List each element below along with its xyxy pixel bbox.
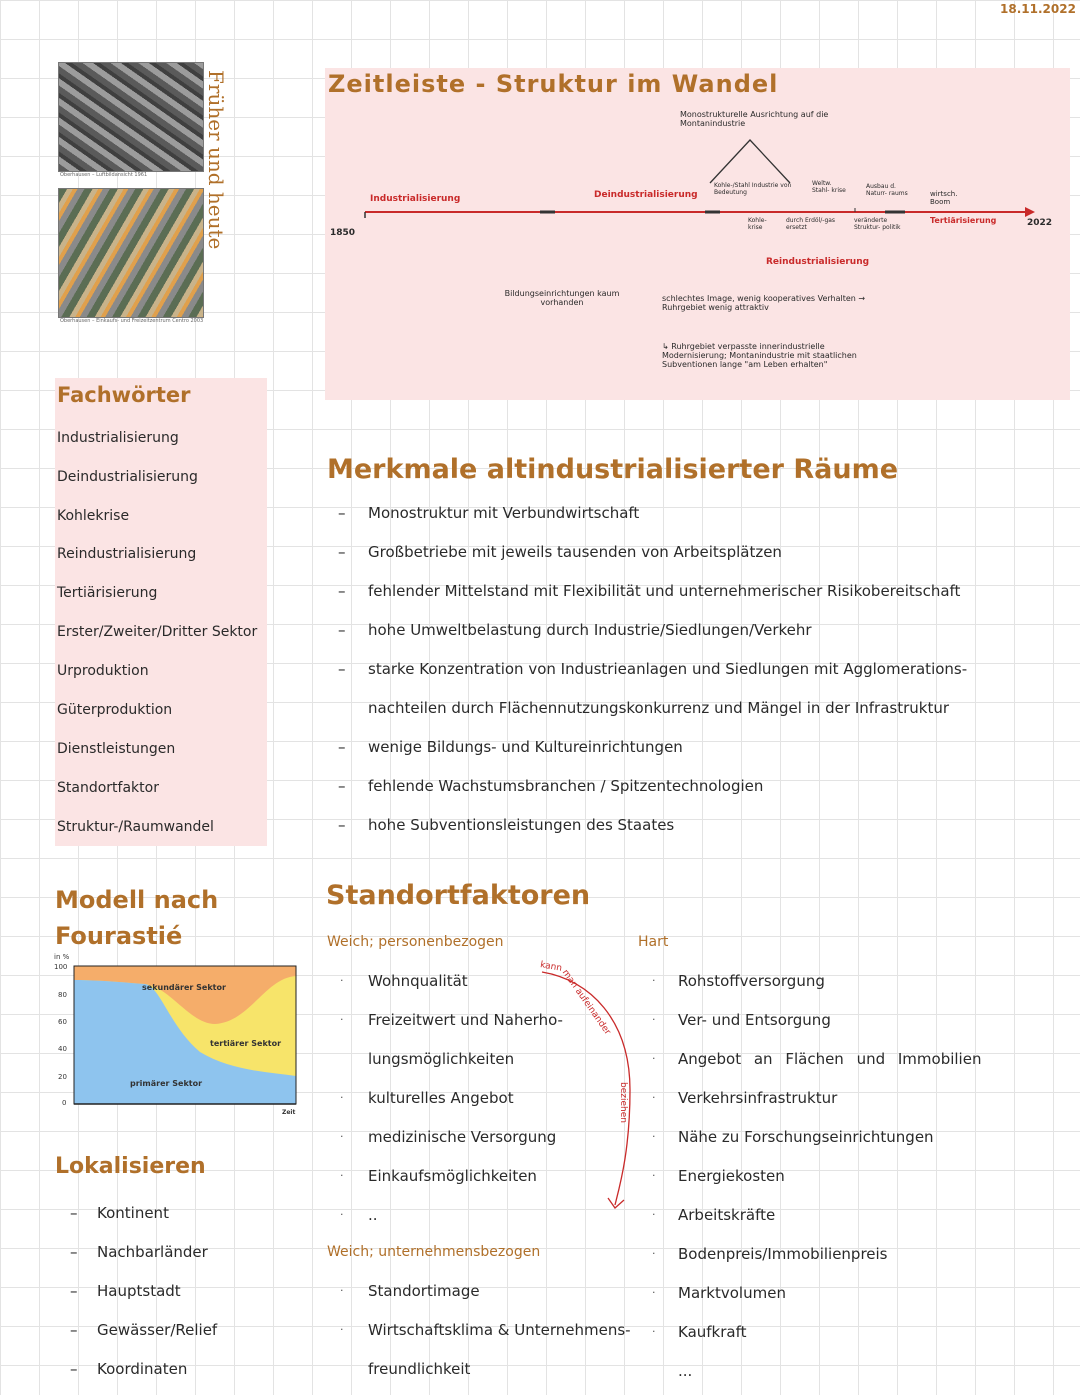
merkmale-title: Merkmale altindustrialisierter Räume [327, 454, 899, 485]
unternehmen-item-continued: freundlichkeit [368, 1360, 471, 1378]
fachwort-item: Industrialisierung [57, 430, 179, 446]
fachwort-item: Erster/Zweiter/Dritter Sektor [57, 624, 258, 640]
hart-item: · Ver- und Entsorgung [652, 1011, 831, 1029]
photos-vertical-title: Früher und heute [204, 70, 228, 250]
timeline-ausbau: Ausbau d. Naturr- raums [866, 183, 908, 197]
y-tick-80: 80 [58, 991, 67, 999]
photo-group [58, 62, 204, 324]
fourastie-title: Modell nach Fourastié [55, 886, 219, 950]
label-primary: primärer Sektor [130, 1079, 203, 1088]
lokalisieren-item: – Nachbarländer [70, 1243, 208, 1261]
timeline-tertiarisierung: Tertiärisierung [930, 216, 997, 225]
merkmal-item: – starke Konzentration von Industrieanlagen und Siedlungen mit Agglomerations- [338, 660, 968, 678]
fachwort-item: Standortfaktor [57, 780, 159, 796]
y-unit: in % [54, 953, 70, 961]
merkmal-item: – Großbetriebe mit jeweils tausenden von Arbeitsplätzen [338, 543, 782, 561]
relation-note-kann: kann [539, 960, 563, 974]
lokalisieren-item: – Gewässer/Relief [70, 1321, 218, 1339]
weich-item-continued: lungsmöglichkeiten [368, 1050, 515, 1068]
photo-caption-top: Oberhausen – Luftbildansicht 1961 [60, 172, 148, 178]
lokalisieren-title: Lokalisieren [55, 1154, 206, 1179]
timeline-ruhr-note: ↳ Ruhrgebiet verpasste innerindustrielle Modernisierung; Montanindustrie mit staatlichen Subventionen lange "am Leben erhalten" [662, 342, 857, 369]
unternehmen-item: · Standortimage [340, 1282, 480, 1300]
fachwoerter-panel [55, 378, 267, 846]
timeline-phase-deindustrialisierung: Deindustrialisierung [594, 190, 698, 200]
hart-item: · Energiekosten [652, 1167, 785, 1185]
hart-item: · Verkehrsinfrastruktur [652, 1089, 838, 1107]
timeline-reindustrialisierung: Reindustrialisierung [766, 257, 870, 267]
aerial-photo-2003 [58, 188, 204, 318]
merkmal-item: – Monostruktur mit Verbundwirtschaft [338, 504, 640, 522]
fachwort-item: Deindustrialisierung [57, 469, 198, 485]
hart-item: · Angebot an Flächen und Immobilien [652, 1050, 982, 1068]
timeline-erdoel: durch Erdöl/-gas ersetzt [786, 217, 836, 231]
fachwort-item: Urproduktion [57, 663, 149, 679]
hart-item: · Rohstoffversorgung [652, 972, 825, 990]
label-tertiary: tertiärer Sektor [210, 1039, 282, 1048]
timeline-arrow-head [1025, 207, 1035, 217]
x-label: Zeit [282, 1109, 296, 1116]
timeline-kohlekrise: Kohle- krise [748, 217, 767, 231]
timeline-bildung-note: Bildungseinrichtungen kaum vorhanden [504, 289, 620, 307]
lokalisieren-item: – Kontinent [70, 1204, 169, 1222]
hart-item: · Bodenpreis/Immobilienpreis [652, 1245, 888, 1263]
weich-item: · .. [340, 1206, 378, 1224]
hart-item-ellipsis: ... [678, 1362, 693, 1380]
weich-item: · medizinische Versorgung [340, 1128, 557, 1146]
hart-item: · Nähe zu Forschungseinrichtungen [652, 1128, 934, 1146]
hart-item: · Arbeitskräfte [652, 1206, 776, 1224]
merkmal-item: – wenige Bildungs- und Kultureinrichtungen [338, 738, 683, 756]
hart-heading: Hart [638, 934, 669, 950]
timeline-kohle-stahl: Kohle-/Stahl Industrie von Bedeutung [714, 182, 792, 196]
timeline-veraenderte-politik: veränderte Struktur- politik [854, 217, 901, 231]
relation-note-aufeinander: man aufeinander [559, 968, 613, 1037]
weich-item: · Freizeitwert und Naherho- [340, 1011, 563, 1029]
standortfaktoren-title: Standortfaktoren [326, 880, 591, 911]
weich-item: · Wohnqualität [340, 972, 468, 990]
fachwort-item: Struktur-/Raumwandel [57, 819, 214, 835]
fourastie-chart [50, 952, 305, 1122]
y-tick-60: 60 [58, 1018, 67, 1026]
timeline-image-note: schlechtes Image, wenig kooperatives Verhalten → Ruhrgebiet wenig attraktiv [662, 294, 866, 312]
merkmale-list [338, 504, 1078, 844]
date: 18.11.2022 [1000, 2, 1076, 16]
weich-personenbezogen-heading: Weich; personenbezogen [327, 934, 504, 950]
aerial-photo-1961 [58, 62, 204, 172]
y-tick-20: 20 [58, 1073, 67, 1081]
fachwoerter-title: Fachwörter [57, 383, 191, 407]
timeline-title: Zeitleiste - Struktur im Wandel [328, 70, 779, 98]
lokalisieren-item: – Hauptstadt [70, 1282, 181, 1300]
fachwort-item: Reindustrialisierung [57, 546, 197, 562]
weich-item: · kulturelles Angebot [340, 1089, 514, 1107]
timeline-end-year: 2022 [1027, 218, 1053, 228]
fachwort-item: Güterproduktion [57, 702, 173, 718]
merkmal-item: – hohe Umweltbelastung durch Industrie/Siedlungen/Verkehr [338, 621, 812, 639]
merkmal-item: – hohe Subventionsleistungen des Staates [338, 816, 675, 834]
merkmal-item-continued: nachteilen durch Flächennutzungskonkurrenz und Mängel in der Infrastruktur [368, 699, 950, 717]
hart-list [652, 972, 1072, 1382]
weich-unternehmensbezogen-heading: Weich; unternehmensbezogen [327, 1244, 541, 1260]
hart-item: · Marktvolumen [652, 1284, 786, 1302]
timeline-phase-industrialisierung: Industrialisierung [370, 194, 461, 204]
timeline-note-monostruktur: Monostrukturelle Ausrichtung auf die Montanindustrie [680, 110, 829, 128]
y-tick-40: 40 [58, 1045, 67, 1053]
weich-unternehmen-list [340, 1282, 660, 1382]
fachwort-item: Kohlekrise [57, 508, 130, 524]
label-secondary: sekundärer Sektor [142, 983, 226, 992]
merkmal-item: – fehlender Mittelstand mit Flexibilität und unternehmerischer Risikobereitschaft [338, 582, 961, 600]
lokalisieren-item: – Koordinaten [70, 1360, 188, 1378]
unternehmen-item: · Wirtschaftsklima & Unternehmens- [340, 1321, 631, 1339]
timeline-start-year: 1850 [330, 228, 356, 238]
y-tick-0: 0 [62, 1099, 67, 1107]
timeline-peak [710, 140, 790, 183]
fachwort-item: Tertiärisierung [57, 585, 158, 601]
hart-item: · Kaufkraft [652, 1323, 747, 1341]
merkmal-item: – fehlende Wachstumsbranchen / Spitzentechnologien [338, 777, 764, 795]
y-tick-100: 100 [54, 963, 68, 971]
timeline-weltwirtschaftskrise: Weltw. Stahl- krise [812, 180, 846, 194]
fachwort-item: Dienstleistungen [57, 741, 176, 757]
timeline-wirtsch-boom: wirtsch. Boom [930, 190, 958, 206]
photo-caption-bottom: Oberhausen – Einkaufs- und Freizeitzentrum Centro 2003 [60, 318, 204, 324]
weich-item: · Einkaufsmöglichkeiten [340, 1167, 537, 1185]
relation-note-beziehen: beziehen [618, 1082, 628, 1123]
